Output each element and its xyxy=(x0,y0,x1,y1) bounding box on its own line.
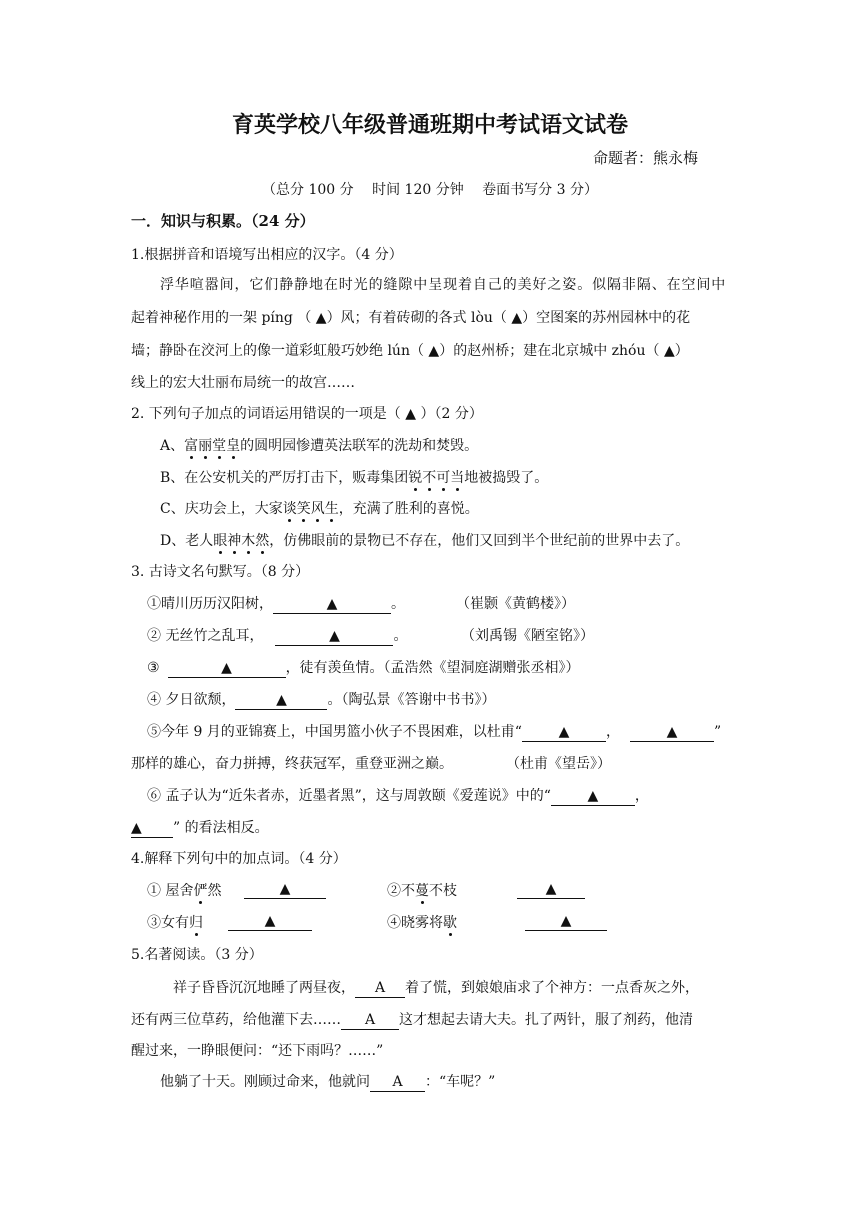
q1-text: ）空图案的苏州园林中的花 xyxy=(522,310,691,326)
q4-item-1 xyxy=(147,880,221,900)
q3-source: （崔颢《黄鹤楼》） xyxy=(456,596,575,612)
q2-option-c xyxy=(160,498,479,518)
dotted-char: 俨 xyxy=(193,883,208,899)
option-text: C、庆功会上，大家 xyxy=(160,501,283,517)
dotted-char: 谈 xyxy=(282,501,297,517)
item-text: 。 xyxy=(393,628,408,644)
question-3-prompt: 3. 古诗文名句默写。（8 分） xyxy=(131,564,310,580)
dotted-word xyxy=(213,533,269,549)
q4-item-2: ②不蔓不枝 xyxy=(387,883,457,899)
item-text: ② 无丝竹之乱耳， xyxy=(147,628,264,644)
passage-text: 还有两三位草药，给他灌下去…… xyxy=(131,1012,341,1028)
dotted-char: 丽 xyxy=(198,438,213,454)
dotted-char: 可 xyxy=(436,470,451,486)
dotted-word xyxy=(184,438,240,454)
exam-info: （总分 100 分 时间 120 分钟 卷面书写分 3 分） xyxy=(262,182,598,198)
q3-item-4 xyxy=(147,689,495,710)
q1-text: ）的赵州桥；建在北京城中 zhóu（ xyxy=(439,343,664,359)
answer-blank xyxy=(370,1073,425,1092)
q1-text: ）风；有着砖砌的各式 lòu（ xyxy=(326,310,512,326)
q1-text: ） xyxy=(674,343,689,359)
q1-text: 墙；静卧在洨河上的像一道彩虹般巧妙绝 lún（ xyxy=(131,343,429,359)
dotted-char: 富 xyxy=(184,438,199,454)
answer-blank xyxy=(517,880,585,899)
passage-text: 祥子昏昏沉沉地睡了两昼夜， xyxy=(173,980,355,996)
answer-blank xyxy=(275,627,393,646)
q5-passage-line xyxy=(160,1071,495,1092)
q3-item-6 xyxy=(147,785,649,806)
item-text: ③ xyxy=(147,660,160,676)
item-text: ⑤今年 9 月的亚锦赛上，中国男篮小伙子不畏困难，以杜甫“ xyxy=(147,724,522,740)
dotted-char: 木 xyxy=(241,533,256,549)
answer-marker: ▲ xyxy=(560,913,572,929)
question-1-prompt: 1.根据拼音和语境写出相应的汉字。（4 分） xyxy=(131,247,403,263)
answer-blank xyxy=(341,1011,399,1030)
item-text: ， xyxy=(634,788,649,804)
answer-marker: ▲ xyxy=(663,343,675,359)
answer-blank xyxy=(244,880,326,899)
option-text: B、在公安机关的严厉打击下，贩毒集团 xyxy=(160,470,409,486)
dotted-char: 当 xyxy=(450,470,465,486)
item-text: ，徒有羡鱼情。（孟浩然《望洞庭湖赠张丞相》） xyxy=(285,660,580,676)
answer-marker: ▲ xyxy=(558,724,570,740)
dotted-char: 不 xyxy=(422,470,437,486)
dotted-word xyxy=(408,470,464,486)
item-text: ” 的看法相反。 xyxy=(173,820,269,836)
q3-item-5 xyxy=(147,721,721,742)
q3-item-5-cont: 那样的雄心，奋力拼搏，终获冠军，重登亚洲之巅。 xyxy=(131,756,453,772)
answer-marker: ▲ xyxy=(587,788,599,804)
q1-passage-line xyxy=(131,307,690,327)
dotted-char: 眼 xyxy=(213,533,228,549)
passage-text: ：“车呢？” xyxy=(425,1074,496,1090)
answer-marker: ▲ xyxy=(329,628,340,644)
dotted-char: 皇 xyxy=(226,438,241,454)
author-line: 命题者：熊永梅 xyxy=(593,149,699,167)
option-text: 地被捣毁了。 xyxy=(464,470,549,486)
passage-text: 着了慌，到娘娘庙求了个神方：一点香灰之外， xyxy=(405,980,699,996)
answer-blank xyxy=(131,819,173,838)
item-text: ” xyxy=(713,724,722,740)
answer-blank xyxy=(630,723,714,742)
item-text: ⑥ 孟子认为“近朱者赤，近墨者黑”，这与周敦颐《爱莲说》中的“ xyxy=(147,788,551,804)
dotted-char: 然 xyxy=(255,533,270,549)
q1-passage-line: 线上的宏大壮丽布局统一的故宫…… xyxy=(131,375,355,391)
answer-blank xyxy=(525,912,607,931)
item-text: ③女有 xyxy=(147,915,189,931)
q3-item-2 xyxy=(147,625,407,646)
passage-text: 这才想起去请大夫。扎了两针，服了剂药，他清 xyxy=(399,1012,693,1028)
q4-item-4 xyxy=(387,912,457,932)
q3-source: （刘禹锡《陋室铭》） xyxy=(461,628,594,644)
answer-marker: ▲ xyxy=(666,724,678,740)
passage-text: 他躺了十天。刚顾过命来，他就问 xyxy=(160,1074,370,1090)
item-text: ① 屋舍 xyxy=(147,883,194,899)
dotted-char: 歇 xyxy=(443,915,457,931)
answer-blank xyxy=(228,912,312,931)
q1-passage-line: 浮华喧嚣间，它们静静地在时光的缝隙中呈现着自己的美好之姿。似隔非隔、在空间中 xyxy=(160,277,727,293)
q2-option-d xyxy=(160,530,689,550)
question-5-prompt: 5.名著阅读。（3 分） xyxy=(131,947,263,963)
dotted-char: 堂 xyxy=(212,438,227,454)
dotted-word xyxy=(283,501,339,517)
question-4-prompt: 4.解释下列句中的加点词。（4 分） xyxy=(131,851,347,867)
dotted-char: 风 xyxy=(310,501,325,517)
answer-marker: ▲ xyxy=(279,881,291,897)
answer-blank xyxy=(235,691,327,710)
blank-letter: A xyxy=(392,1074,403,1090)
option-text: 的圆明园惨遭英法联军的洗劫和焚毁。 xyxy=(240,438,479,454)
q2-option-b xyxy=(160,467,548,487)
option-text: ，充满了胜利的喜悦。 xyxy=(338,501,479,517)
option-text: A、 xyxy=(160,438,185,454)
answer-blank xyxy=(273,595,391,614)
answer-blank xyxy=(355,979,405,998)
item-text: 。 xyxy=(391,596,405,612)
q2-option-a xyxy=(160,435,478,455)
dotted-char: 锐 xyxy=(408,470,423,486)
answer-marker: ▲ xyxy=(428,343,440,359)
q5-passage-line xyxy=(131,1009,693,1030)
dotted-char: 生 xyxy=(324,501,339,517)
option-text: ，仿佛眼前的景物已不存在，他们又回到半个世纪前的世界中去了。 xyxy=(269,533,690,549)
page-title: 育英学校八年级普通班期中考试语文试卷 xyxy=(231,112,628,138)
answer-marker: ▲ xyxy=(315,310,327,326)
q3-item-3 xyxy=(147,657,580,678)
q4-item-3 xyxy=(147,912,203,932)
item-text: ④晓雾将 xyxy=(387,915,443,931)
answer-blank xyxy=(551,787,635,806)
answer-marker: ▲ xyxy=(264,913,276,929)
item-text: ④ 夕日欲颓， xyxy=(147,692,236,708)
blank-letter: A xyxy=(364,1012,376,1028)
answer-marker: ▲ xyxy=(131,820,142,836)
dotted-char: 归 xyxy=(189,915,203,931)
item-text: 。（陶弘景《答谢中书书》） xyxy=(327,692,496,708)
answer-marker: ▲ xyxy=(276,692,287,708)
q3-source: （杜甫《望岳》） xyxy=(506,756,611,772)
answer-marker: ▲ xyxy=(221,660,232,676)
answer-marker: ▲ xyxy=(545,881,557,897)
blank-letter: A xyxy=(374,980,386,996)
question-2-prompt: 2. 下列句子加点的词语运用错误的一项是（ ▲ ）（2 分） xyxy=(131,406,483,422)
item-text: ①晴川历历汉阳树， xyxy=(147,596,273,612)
option-text: D、老人 xyxy=(160,533,214,549)
dotted-char: 笑 xyxy=(296,501,311,517)
q5-passage-line: 醒过来，一睁眼便问：“还下雨吗？……” xyxy=(131,1043,384,1059)
answer-marker: ▲ xyxy=(326,596,338,612)
answer-blank xyxy=(168,659,286,678)
item-text: ， xyxy=(605,724,620,740)
q5-passage-line xyxy=(173,977,699,998)
answer-blank xyxy=(522,723,606,742)
q3-item-1 xyxy=(147,593,405,614)
item-text: 然 xyxy=(207,883,222,899)
q3-item-6-cont xyxy=(131,817,269,838)
q1-passage-line xyxy=(131,340,689,360)
answer-marker: ▲ xyxy=(511,310,523,326)
q1-text: 起着神秘作用的一架 píng （ xyxy=(131,310,316,326)
dotted-char: 蔓 xyxy=(415,883,429,899)
dotted-char: 神 xyxy=(227,533,242,549)
section-heading: 一．知识与积累。（24 分） xyxy=(131,212,315,230)
